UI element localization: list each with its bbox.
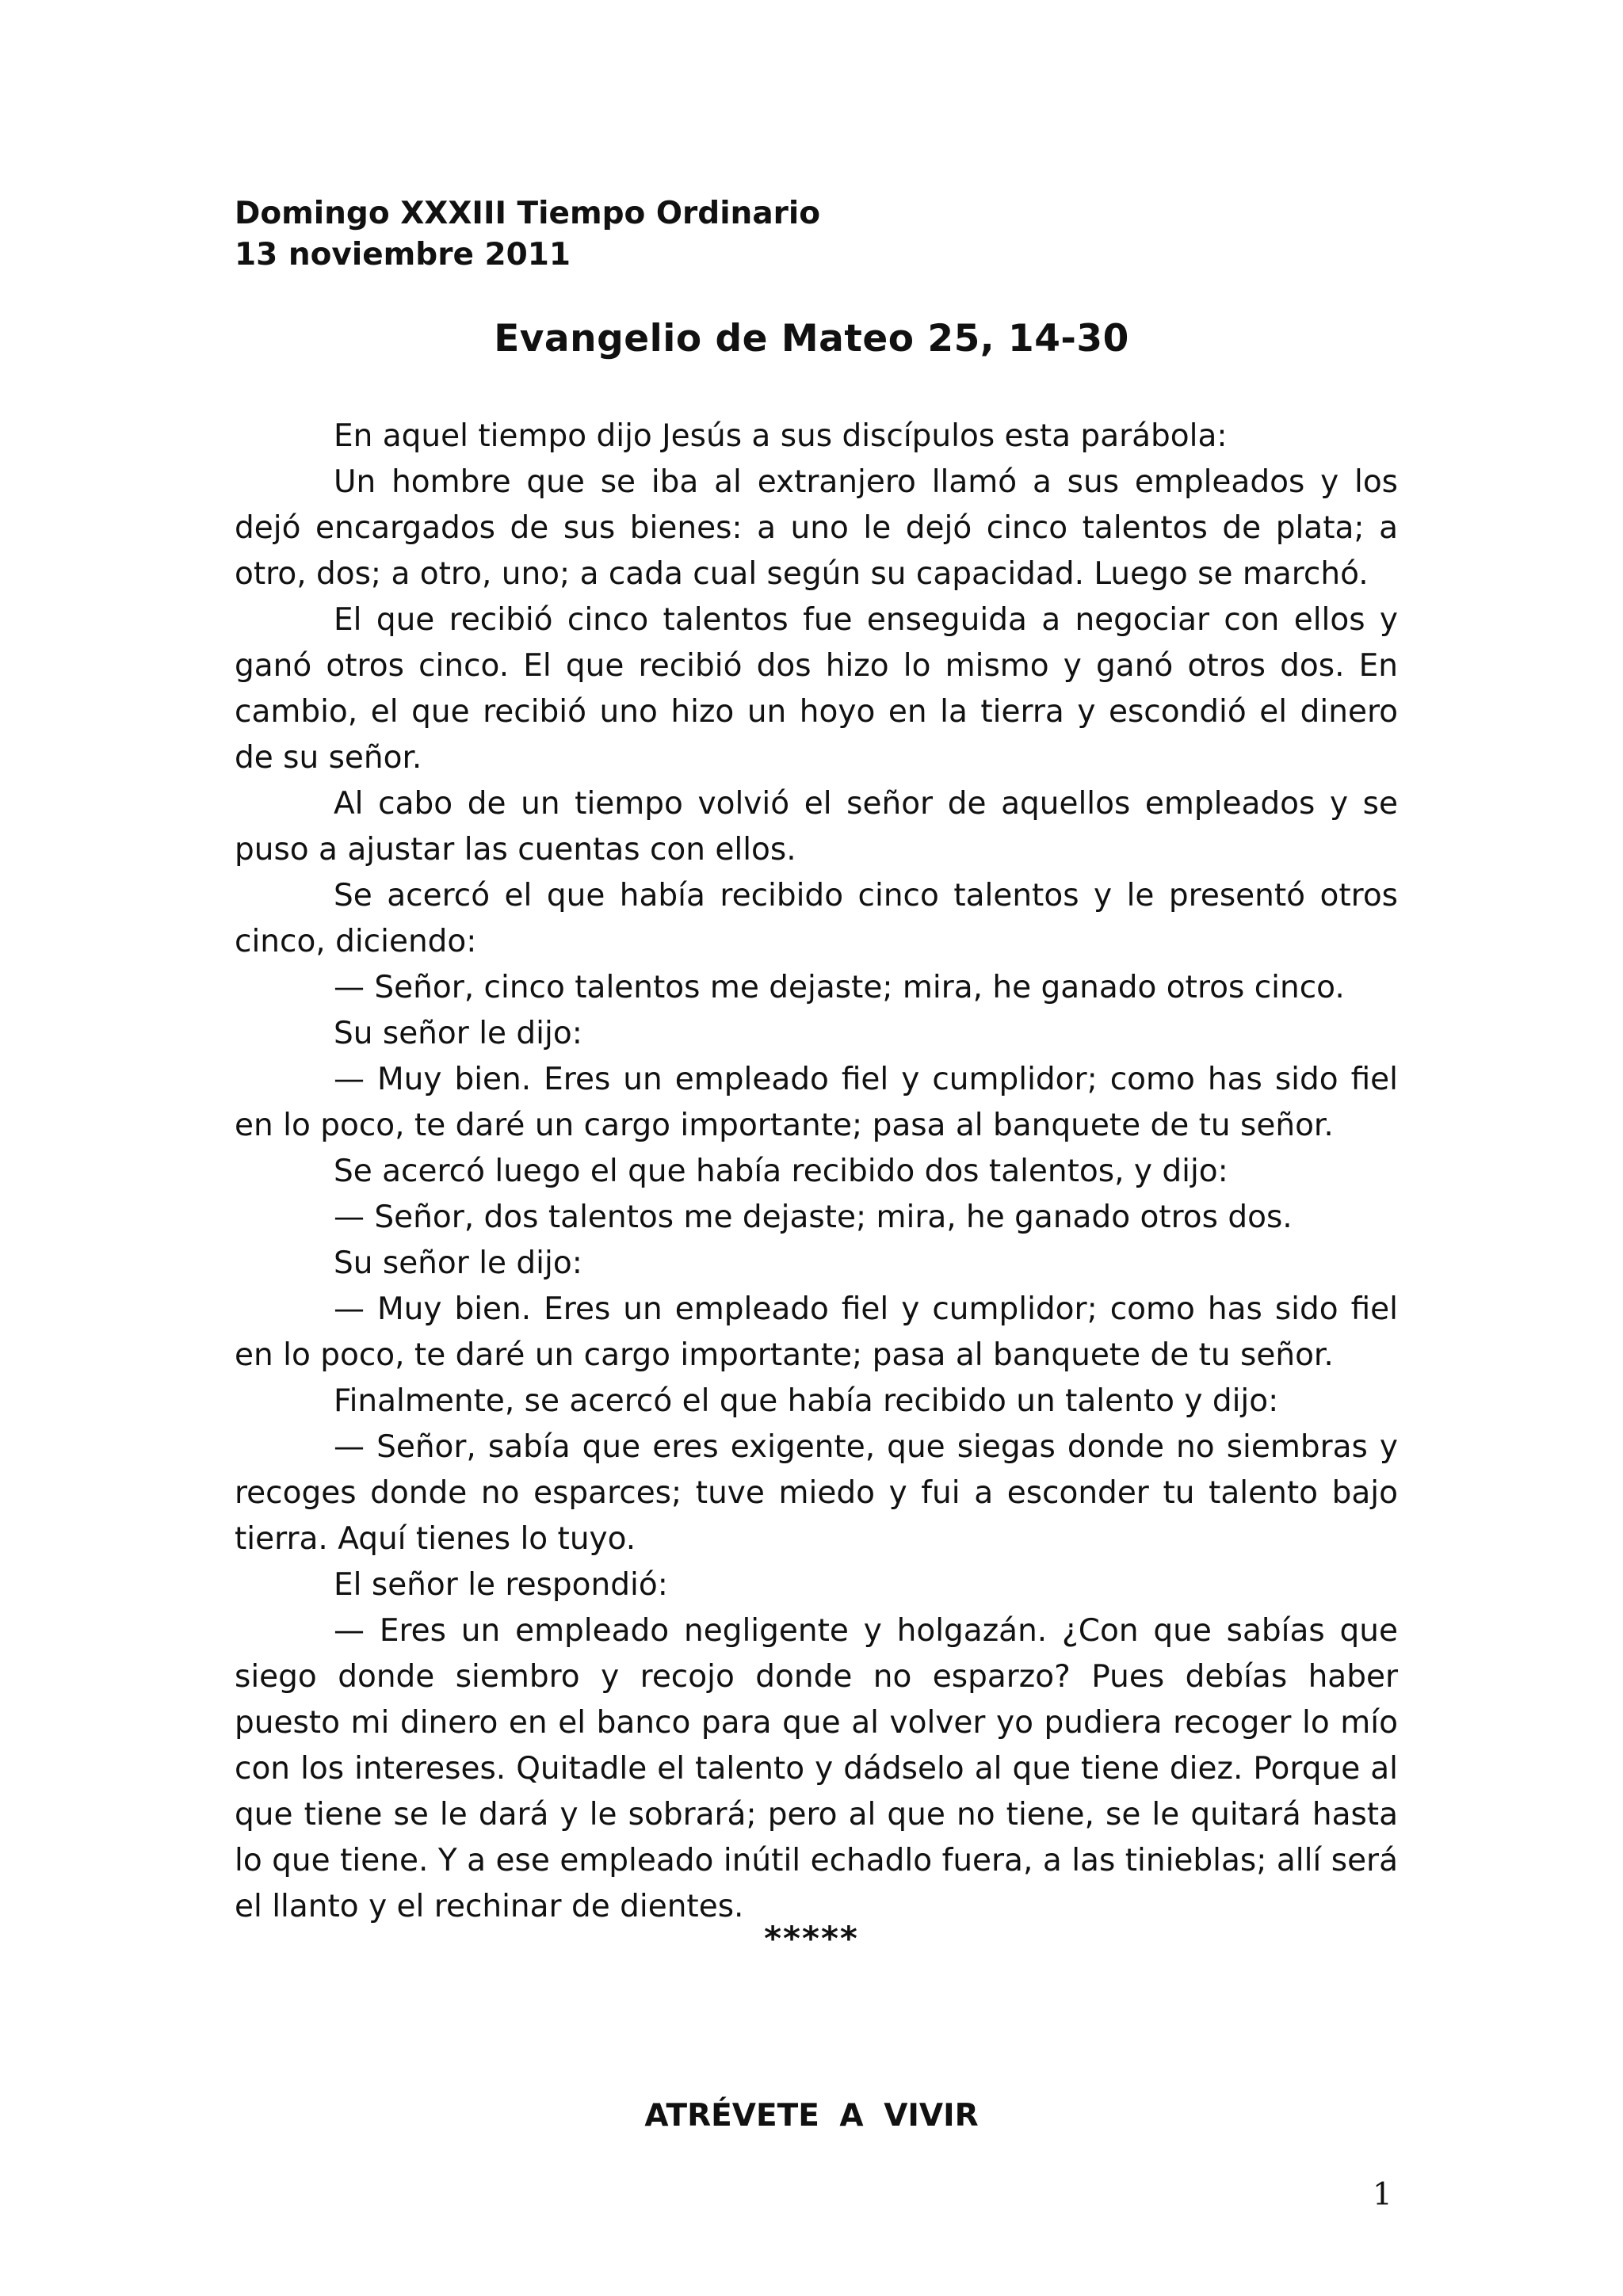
gospel-title: Evangelio de Mateo 25, 14-30 [494,317,1129,360]
paragraph: — Muy bien. Eres un empleado fiel y cumplidor; como has sido fiel en lo poco, te daré un cargo importante; pasa al banquete de tu señor. [235,1062,1398,1143]
paragraph: Al cabo de un tiempo volvió el señor de aquellos empleados y se puso a ajustar las cuentas con ellos. [235,786,1398,868]
header-liturgical-day: Domingo XXXIII Tiempo Ordinario [235,196,821,231]
gospel-text [235,414,1398,1930]
paragraph: El que recibió cinco talentos fue enseguida a negociar con ellos y ganó otros cinco. El que recibió dos hizo lo mismo y ganó otros dos. En cambio, el que recibió uno hizo un hoyo en la tierra y escondió el dinero de su señor. [235,602,1398,776]
paragraph: — Muy bien. Eres un empleado fiel y cumplidor; como has sido fiel en lo poco, te daré un cargo importante; pasa al banquete de tu señor. [235,1291,1398,1373]
section-separator: ***** [764,1919,859,1958]
page-number: 1 [1373,2177,1392,2213]
paragraph: El señor le respondió: [334,1567,668,1603]
paragraph: Se acercó el que había recibido cinco talentos y le presentó otros cinco, diciendo: [235,878,1398,959]
paragraph: En aquel tiempo dijo Jesús a sus discípulos esta parábola: [334,418,1228,454]
section-title: ATRÉVETE A VIVIR [644,2098,979,2134]
header-date: 13 noviembre 2011 [235,237,571,273]
paragraph: — Señor, sabía que eres exigente, que siegas donde no siembras y recoges donde no esparces; tuve miedo y fui a esconder tu talento bajo tierra. Aquí tienes lo tuyo. [235,1429,1398,1557]
paragraph: Un hombre que se iba al extranjero llamó a sus empleados y los dejó encargados de sus bienes: a uno le dejó cinco talentos de plata; a otro, dos; a otro, uno; a cada cual según su capacidad. Luego se marchó. [235,464,1398,592]
document-header [235,193,820,276]
paragraph: Se acercó luego el que había recibido dos talentos, y dijo: [334,1154,1228,1189]
paragraph: — Señor, dos talentos me dejaste; mira, he ganado otros dos. [334,1199,1293,1235]
paragraph: Su señor le dijo: [334,1245,582,1281]
paragraph: Finalmente, se acercó el que había recibido un talento y dijo: [334,1383,1279,1419]
paragraph: Su señor le dijo: [334,1016,582,1051]
paragraph: — Eres un empleado negligente y holgazán. ¿Con que sabías que siego donde siembro y recojo donde no esparzo? Pues debías haber puesto mi dinero en el banco para que al volver yo pudiera recoger lo mío con los intereses. Quitadle el talento y dádselo al que tiene diez. Porque al que tiene se le dará y le sobrará; pero al que no tiene, se le quitará hasta lo que tiene. Y a ese empleado inútil echadlo fuera, a las tinieblas; allí será el llanto y el rechinar de dientes. [235,1613,1398,1924]
paragraph: — Señor, cinco talentos me dejaste; mira, he ganado otros cinco. [334,970,1345,1005]
